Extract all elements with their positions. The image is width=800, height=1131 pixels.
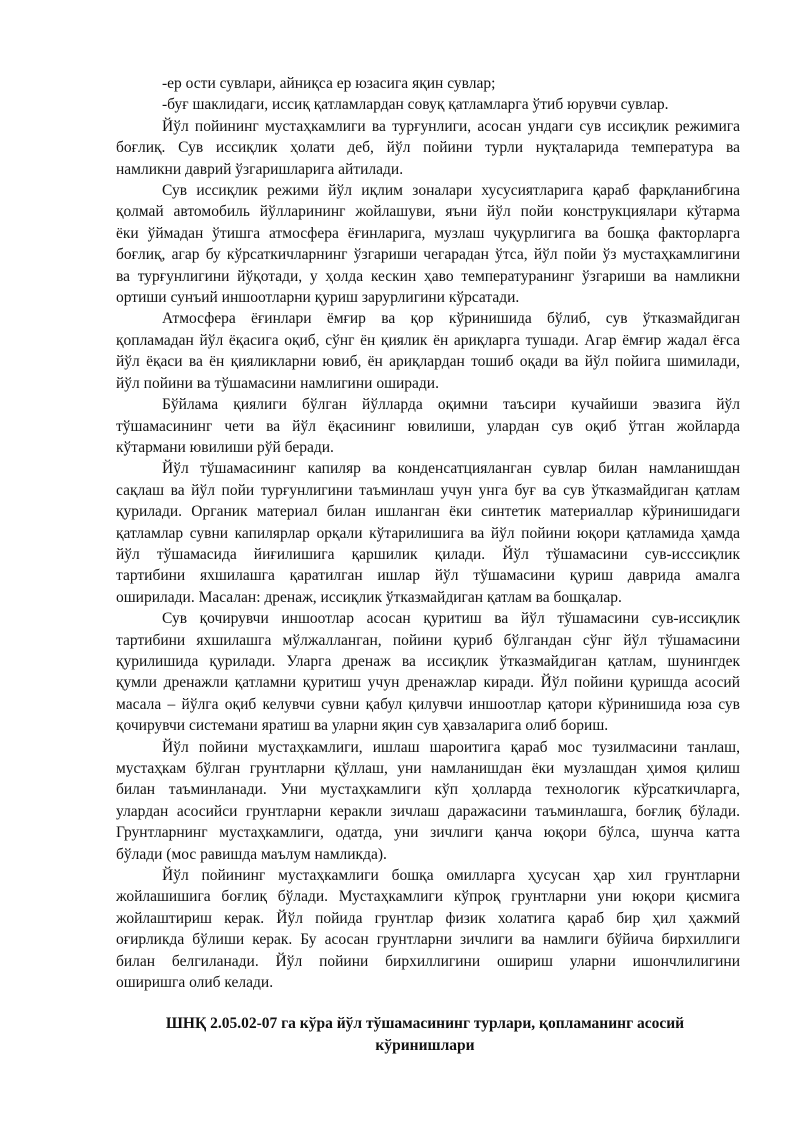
text-line: қочирувчи системани яратиш ва уларни яқин сув ҳавзаларига олиб бориш. xyxy=(116,717,609,735)
text-line: билан таъминланади. Уни мустаҳкамлиги кўп ҳолларда технологик кўрсаткичларга, xyxy=(116,781,740,799)
text-line: йўл ёқаси ва ён қияликларни ювиб, ён ариқлардан тошиб оқади ва йўл пойига шимилади, xyxy=(116,353,740,371)
list-item xyxy=(116,94,740,115)
text-line: тўшамасининг чети ва йўл ёқасининг ювилиши, улардан сув оқиб ўтган жойларда xyxy=(116,417,740,435)
text-line: Атмосфера ёғинлари ёмғир ва қор кўринишида бўлиб, сув ўтказмайдиган xyxy=(162,310,740,328)
section-heading xyxy=(116,1013,740,1056)
text-line: кўтармани ювилиши рўй беради. xyxy=(116,438,334,456)
text-line: улардан асосийси грунтларни керакли зичлаш даражасини таъминлашга, боғлиқ бўлади. xyxy=(116,802,740,820)
text-line: қатламлар сувни капилярлар орқали кўтарилишига ва йўл пойини юқори қатламида ҳамда xyxy=(116,524,740,542)
text-line: жойлашишига боғлиқ бўлади. Мустаҳкамлиги кўпроқ грунтларни уни юқори қисмига xyxy=(116,888,740,906)
text-line: ёки ўймадан ўтишга атмосфера ёғинларига, музлаш чуқурлигига ва бошқа факторларга xyxy=(116,224,740,242)
text-line: Сув қочирувчи иншоотлар асосан қуритиш ва йўл тўшамасини сув-иссиқлик xyxy=(162,610,740,628)
paragraph xyxy=(116,865,740,993)
text-line: масала – йўлга оқиб келувчи сувни қабул қилувчи иншоотлар қатори кўринишида юза сув xyxy=(116,695,740,713)
text-line: мустаҳкам бўлган грунтларни қўллаш, уни намланишдан ёки музлашдан ҳимоя қилиш xyxy=(116,760,740,777)
paragraph xyxy=(116,737,740,865)
text-line: йўл пойини ва тўшамасини намлигини оширади. xyxy=(116,374,439,392)
text-line: сақлаш ва йўл пойи турғунлигини таъминлаш учун унга буғ ва сув ўтказмайдиган қатлам xyxy=(116,481,740,499)
text-line: Йўл пойининг мустаҳкамлиги бошқа омилларга ҳусусан ҳар хил грунтларни xyxy=(162,867,740,885)
heading-line: ШНҚ 2.05.02-07 га кўра йўл тўшамасининг турлари, қопламанинг асосий xyxy=(165,1015,685,1033)
paragraph xyxy=(116,458,740,608)
text-line: қурилади. Органик материал билан ишланган ёки синтетик материаллар кўринишидаги xyxy=(116,503,740,521)
paragraph xyxy=(116,180,740,308)
text-line: Йўл тўшамасининг капиляр ва конденсатцияланган сувлар билан намланишдан xyxy=(162,460,740,478)
text-line: тартибини яхшилашга мўлжалланган, пойини қуриб бўлгандан сўнг йўл тўшамасини xyxy=(116,631,740,649)
text-line: -буғ шаклидаги, иссиқ қатламлардан совуқ қатламларга ўтиб юрувчи сувлар. xyxy=(162,96,669,114)
list-item xyxy=(116,73,740,94)
paragraph xyxy=(116,394,740,458)
text-line: қолмай автомобиль йўлларининг жойлашуви, яъни йўл пойи конструкциялари кўтарма xyxy=(116,203,740,221)
text-line: оширилади. Масалан: дренаж, иссиқлик ўтказмайдиган қатлам ва бошқалар. xyxy=(116,588,622,606)
text-line: боғлиқ, агар бу кўрсаткичларнинг ўзгариши чегарадан ўтса, йўл пойи ўз мустаҳкамлигини xyxy=(116,246,740,264)
paragraph xyxy=(116,608,740,736)
text-line: тартибини яхшилашга қаратилган ишлар йўл тўшамасини қуриш даврида амалга xyxy=(116,567,740,585)
text-line: қопламадан йўл ёқасига оқиб, сўнг ён қиялик ён ариқларга тушади. Агар ёмғир жадал ёғса xyxy=(116,331,740,349)
text-line: бўлади (мос равишда маълум намликда). xyxy=(116,845,387,863)
text-line: -ер ости сувлари, айниқса ер юзасига яқин сувлар; xyxy=(162,75,496,92)
text-line: Грунтларнинг мустаҳкамлиги, одатда, уни зичлиги қанча юқори бўлса, шунча катта xyxy=(116,824,740,842)
text-line: Йўл пойининг мустаҳкамлиги ва турғунлиги, асосан ундаги сув иссиқлик режимига xyxy=(162,117,740,135)
text-line: Йўл пойини мустаҳкамлиги, ишлаш шароитига қараб мос тузилмасини танлаш, xyxy=(162,738,740,756)
text-line: ва турғунлигини йўқотади, у ҳолда кескин ҳаво температуранинг ўзгариши ва намликни xyxy=(116,267,740,285)
paragraph xyxy=(116,308,740,394)
heading-line: кўринишлари xyxy=(375,1036,475,1054)
text-line: билан белгиланади. Йўл пойини бирхиллигини ошириш уларни ишончлилигини xyxy=(116,952,740,970)
text-line: Сув иссиқлик режими йўл иқлим зоналари хусусиятларига қараб фарқланибгина xyxy=(162,182,740,200)
text-line: оширишга олиб келади. xyxy=(116,974,274,992)
text-line: боғлиқ. Сув иссиқлик ҳолати деб, йўл пойини турли нуқталарида температура ва xyxy=(116,139,740,157)
text-line: қурилишида қурилади. Уларга дренаж ва иссиқлик ўтказмайдиган қатлам, шунингдек xyxy=(116,652,740,670)
text-line: қумли дренажли қатламни қуритиш учун дренажлар киради. Йўл пойини қуришда асосий xyxy=(116,674,740,692)
text-line: намликни даврий ўзгаришларига айтилади. xyxy=(116,160,404,178)
text-line: оғирликда бўлиши керак. Бу асосан грунтларни зичлиги ва намлиги бўйича бирхиллиги xyxy=(116,931,740,949)
text-line: Бўйлама қиялиги бўлган йўлларда оқимни таъсири кучайиши эвазига йўл xyxy=(162,396,740,414)
text-line: жойлаштириш керак. Йўл пойида грунтлар физик холатига қараб бир ҳил ҳажмий xyxy=(116,909,740,927)
paragraph xyxy=(116,116,740,180)
text-line: ортиши сунъий иншоотларни қуриш зарурлигини кўрсатади. xyxy=(116,289,520,307)
text-line: йўл тўшамасида йиғилишига қаршилик қилади. Йўл тўшамасини сув-исссиқлик xyxy=(116,545,740,563)
